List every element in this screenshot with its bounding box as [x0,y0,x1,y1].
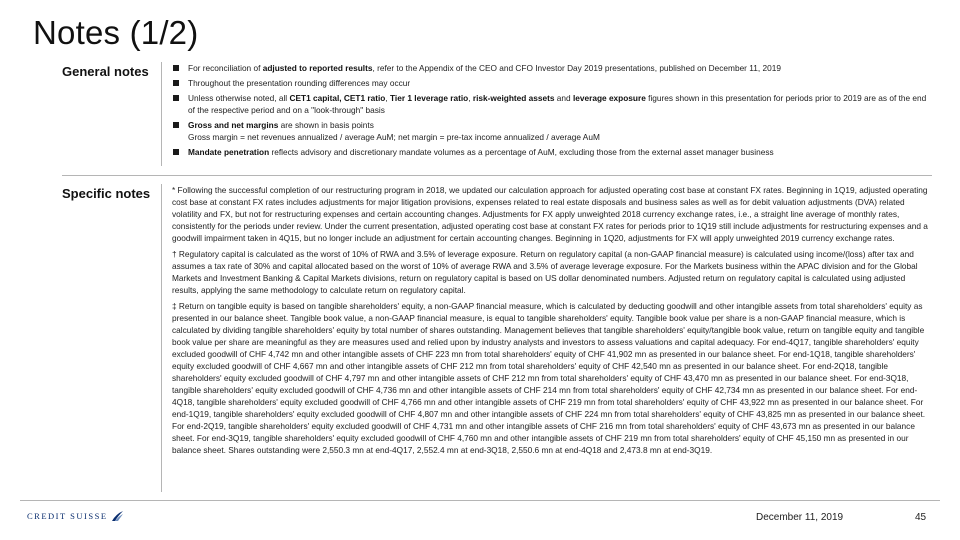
general-note-item [172,77,932,89]
general-notes-label: General notes [62,64,149,79]
note-text: and [554,93,573,103]
general-note-item [172,119,932,143]
footer-date: December 11, 2019 [756,512,844,523]
note-text: Gross margin = net revenues annualized / average AuM; net margin = pre-tax income annualized / average AuM [188,132,600,142]
general-note-item [172,62,932,74]
general-note-item [172,146,932,158]
square-bullet-icon [173,95,179,101]
specific-note-paragraph: * Following the successful completion of our restructuring program in 2018, we updated our calculation approach for adjusted operating cost base at constant FX rates. Beginning in 1Q19, adjusted operating cost base at constant FX rates includes adjustments for major litigation provisions, expenses related to real estate disposals and business sales as well as for debit valuation adjustments (DVA) related volatility and FX, but not for restructuring expenses and certain accounting changes. Adjustments for FX apply unweighted 2018 currency exchange rates, i.e., a straight line average of monthly rates, consistently for the periods under review. Under the current presentation, adjusted operating cost base at constant FX rates for periods prior to 1Q19 still include adjustments for restructuring expenses and a goodwill impairment taken in 4Q15, but no longer include an adjustment for certain accounting changes. Beginning in 1Q20, adjustments for FX will apply unweighted 2019 currency exchange rates. [172,185,928,243]
specific-notes-label: Specific notes [62,186,151,201]
note-emphasis: Gross and net margins [188,120,279,130]
note-text: are shown in basis points [278,120,374,130]
logo-wordmark: CREDIT SUISSE [27,511,108,521]
note-emphasis: Mandate penetration [188,147,270,157]
specific-note-paragraph: † Regulatory capital is calculated as the worst of 10% of RWA and 3.5% of leverage exposure. Return on regulatory capital (a non-GAAP financial measure) is calculated using income/(loss) after tax and assumes a tax rate of 30% and capital allocated based on the worst of 10% of average RWA and 3.5% of average leverage exposure. For the Markets business within the APAC division and for the Global Markets and Investment Banking & Capital Markets divisions, return on regulatory capital is based on US dollar denominated numbers. Adjusted return on regulatory capital is calculated using adjusted results, applying the same methodology to calculate return on regulatory capital. [172,249,918,295]
square-bullet-icon [173,122,179,128]
note-text: For reconciliation of [188,63,263,73]
general-notes-divider [161,62,162,166]
square-bullet-icon [173,149,179,155]
general-notes-list [172,62,932,161]
credit-suisse-sails-icon [110,510,124,522]
page-number: 45 [915,512,927,523]
specific-notes-divider [161,184,162,492]
square-bullet-icon [173,65,179,71]
section-separator [62,175,932,176]
specific-note-paragraph: ‡ Return on tangible equity is based on tangible shareholders' equity, a non-GAAP financial measure, which is calculated by deducting goodwill and other intangible assets from total shareholders' equity as presented in our balance sheet. Tangible book value, a non-GAAP financial measure, is equal to tangible shareholders' equity. Tangible book value per share is a non-GAAP financial measure, which is calculated by dividing tangible shareholders' equity by total number of shares outstanding. Management believes that tangible shareholders' equity/tangible book value, return on tangible equity and tangible book value per share are meaningful as they are measures used and relied upon by industry analysts and investors to assess valuations and capital adequacy. For end-4Q17, tangible shareholders' equity excluded goodwill of CHF 4,742 mn and other intangible assets of CHF 223 mn from total shareholders' equity of CHF 41,902 mn as presented in our balance sheet. For end-1Q18, tangible shareholders' equity excluded goodwill of CHF 4,667 mn and other intangible assets of CHF 212 mn from total shareholders' equity of CHF 42,540 mn as presented in our balance sheet. For end-2Q18, tangible shareholders' equity excluded goodwill of CHF 4,797 mn and other intangible assets of CHF 212 mn from total shareholders' equity of CHF 43,470 mn as presented in our balance sheet. For end-3Q18, tangible shareholders' equity excluded goodwill of CHF 4,736 mn and other intangible assets of CHF 214 mn from total shareholders' equity of CHF 42,734 mn as presented in our balance sheet. For end-4Q18, tangible shareholders' equity excluded goodwill of CHF 4,766 mn and other intangible assets of CHF 219 mn from total shareholders' equity of CHF 43,922 mn as presented in our balance sheet. For end-1Q19, tangible shareholders' equity excluded goodwill of CHF 4,807 mn and other intangible assets of CHF 224 mn from total shareholders' equity of CHF 43,825 mn as presented in our balance sheet. For end-2Q19, tangible shareholders' equity excluded goodwill of CHF 4,731 mn and other intangible assets of CHF 216 mn from total shareholders' equity of CHF 43,673 mn as presented in our balance sheet. For end-3Q19, tangible shareholders' equity excluded goodwill of CHF 4,760 mn and other intangible assets of CHF 219 mn from total shareholders' equity of CHF 45,150 mn as presented in our balance sheet. Shares outstanding were 2,550.3 mn at end-4Q17, 2,552.4 mn at end-3Q18, 2,550.6 mn at end-4Q18 and 2,473.8 mn at end-3Q19. [172,301,926,455]
page-title: Notes (1/2) [33,14,199,51]
general-note-item [172,92,932,116]
specific-notes-list [172,184,932,460]
square-bullet-icon [173,80,179,86]
note-emphasis: CET1 capital, CET1 ratio [289,93,386,103]
note-text: figures shown in this presentation for periods prior to 2019 are as of the end of the respective period and on a "look-through" basis [188,93,927,115]
footer-rule [20,500,940,501]
note-text: , [385,93,390,103]
note-text: , [468,93,473,103]
credit-suisse-logo [27,510,124,522]
note-text: Throughout the presentation rounding differences may occur [188,78,411,88]
note-text: , refer to the Appendix of the CEO and CFO Investor Day 2019 presentations, published on December 11, 2019 [372,63,781,73]
note-emphasis: risk-weighted assets [472,93,555,103]
note-emphasis: leverage exposure [572,93,646,103]
note-emphasis: adjusted to reported results [262,63,373,73]
note-emphasis: Tier 1 leverage ratio [390,93,469,103]
note-text: Unless otherwise noted, all [188,93,290,103]
note-text: reflects advisory and discretionary mandate volumes as a percentage of AuM, excluding those from the external asset manager business [269,147,774,157]
